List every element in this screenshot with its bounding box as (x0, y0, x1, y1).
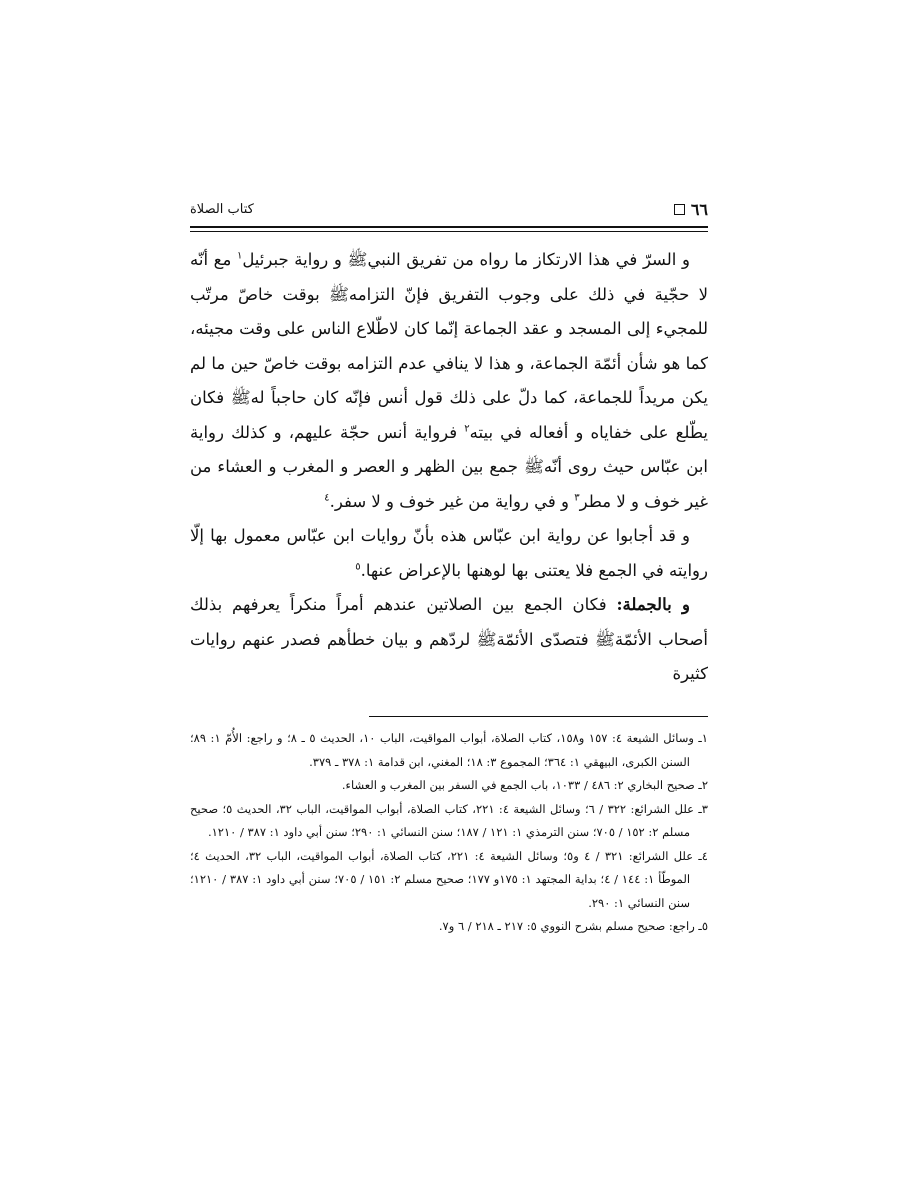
footnote-3: ٣ـ علل الشرائع: ٣٢٢ / ٦؛ وسائل الشيعة ٤: ٢٢١، كتاب الصلاة، أبواب المواقيت، الباب ٣٢، الحديث ٥؛ صحيح مسلم ٢: ١٥٢ / ٧٠٥؛ سنن الترمذي ١: ١٢١ / ١٨٧؛ سنن النسائي ١: ٢٩٠؛ سنن أبي داود ١: ٣٨٧ / ١٢١٠. (190, 801, 708, 839)
p3-bold-lead: و بالجملة: (616, 595, 691, 614)
p2-text: و قد أجابوا عن رواية ابن عبّاس هذه بأنّ روايات ابن عبّاس معمول بها إلّا روايته في الجمع فلا يعتنى بها لوهنها بالإعراض عنها. (190, 526, 708, 580)
footnote-separator (369, 716, 708, 717)
header-rule-thin (190, 231, 708, 232)
footnote-ref-5: ٥ (355, 561, 361, 572)
footnote-5: ٥ـ راجع: صحيح مسلم بشرح النووي ٥: ٢١٧ ـ ٢١٨ / ٦ و٧. (438, 919, 708, 933)
main-text (190, 243, 708, 692)
footnote-ref-4: ٤ (324, 492, 330, 503)
square-bullet-icon (674, 204, 685, 215)
paragraph-3 (190, 588, 708, 692)
footnote-ref-3: ٣ (574, 492, 580, 503)
page-header (190, 200, 708, 222)
paragraph-2 (190, 519, 708, 588)
footnote-2: ٢ـ صحيح البخاري ٢: ٤٨٦ / ١٠٣٣، باب الجمع في السفر بين المغرب و العشاء. (341, 778, 708, 792)
footnote-ref-2: ٢ (464, 423, 470, 434)
paragraph-1 (190, 243, 708, 519)
page-number-value: ٦٦ (690, 200, 708, 219)
page-number (674, 200, 708, 219)
footnotes (190, 727, 708, 939)
header-rule-thick (190, 226, 708, 228)
p1-text-d: و في رواية من غير خوف و لا سفر. (329, 491, 575, 511)
p1-text-b: مع أنّه لا حجّية في ذلك على وجوب التفريق فإنّ التزامهﷺ بوقت خاصّ مرتّب للمجيء إلى المسجد و عقد الجماعة إنّما كان لاطّلاع الناس على وقت مجيئه، كما هو شأن أئمّة الجماعة، و هذا لا ينافي عدم التزامه بوقت خاصّ حين ما لم يكن مريداً للجماعة، كما دلّ على ذلك قول أنس فإنّه كان حاجباً لهﷺ فكان يطّلع على خفاياه و أفعاله في بيته (190, 250, 708, 442)
footnote-ref-1: ١ (236, 250, 243, 262)
p1-text-a: و السرّ في هذا الارتكاز ما رواه من تفريق النبيﷺ و رواية جبرئيل (242, 250, 690, 269)
footnote-1: ١ـ وسائل الشيعة ٤: ١٥٧ و١٥٨، كتاب الصلاة، أبواب المواقيت، الباب ١٠، الحديث ٥ ـ ٨؛ و راجع: الأُمّ ١: ٨٩؛ السنن الكبرى، البيهقي ١: ٣٦٤؛ المجموع ٣: ١٨؛ المغني، ابن قدامة ١: ٣٧٨ ـ ٣٧٩. (190, 731, 708, 769)
footnote-4: ٤ـ علل الشرائع: ٣٢١ / ٤ و٥؛ وسائل الشيعة ٤: ٢٢١، كتاب الصلاة، أبواب المواقيت، الباب ٣٢، الحديث ٤؛ الموطّأ ١: ١٤٤ / ٤؛ بداية المجتهد ١: ١٧٥و ١٧٧؛ صحيح مسلم ٢: ١٥١ / ٧٠٥؛ سنن أبي داود ١: ٣٨٧ / ١٢١٠؛ سنن النسائي ١: ٢٩٠. (190, 848, 708, 910)
p1-text-c: فرواية أنس حجّة عليهم، و كذلك رواية ابن عبّاس حيث روى أنّهﷺ جمع بين الظهر و العصر و المغرب و العشاء من غير خوف و لا مطر (190, 422, 708, 511)
p3-text: فكان الجمع بين الصلاتين عندهم أمراً منكراً يعرفهم بذلك أصحاب الأئمّةﷺ فتصدّى الأئمّةﷺ لردّهم و بيان خطأهم فصدر عنهم روايات كثيرة (190, 595, 708, 683)
running-title: كتاب الصلاة (190, 202, 254, 217)
